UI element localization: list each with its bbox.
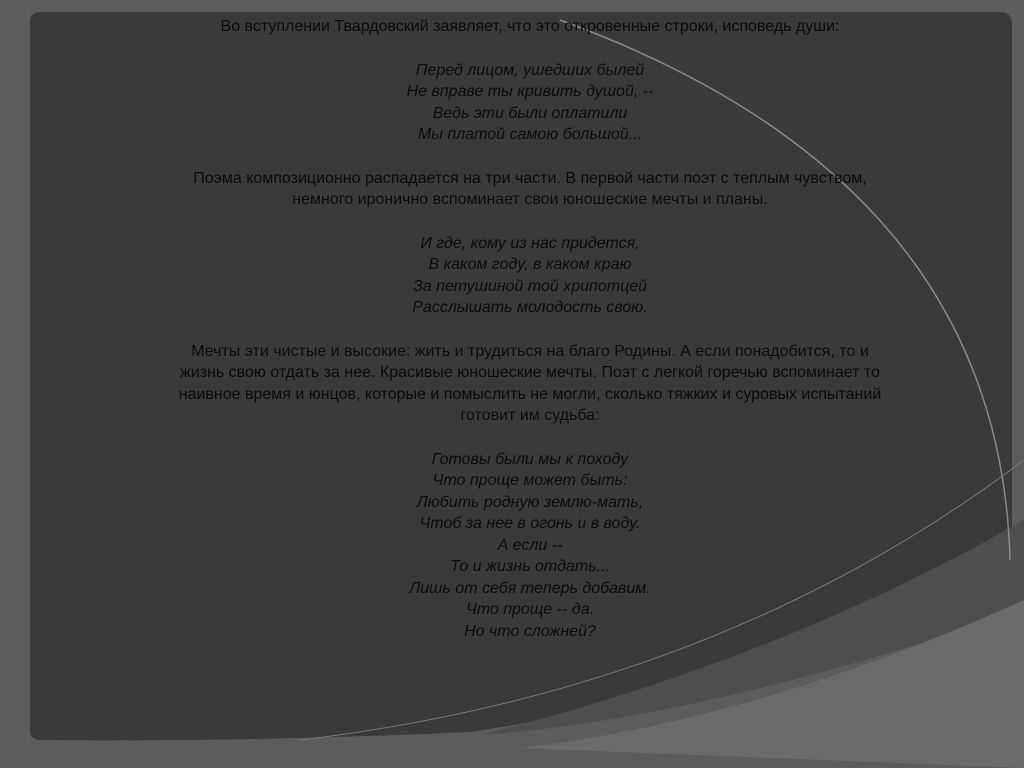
verse-line: В каком году, в каком краю	[428, 256, 632, 273]
paragraph-1	[100, 168, 960, 211]
paragraph-2	[100, 341, 960, 427]
verse-block-1	[100, 60, 960, 146]
verse-line: Не вправе ты кривить душой, --	[406, 83, 654, 100]
slide-content	[100, 16, 960, 642]
verse-block-3	[100, 449, 960, 643]
verse-line: Чтоб за нее в огонь и в воду.	[419, 515, 641, 532]
paragraph-line: Мечты эти чистые и высокие: жить и трудиться на благо Родины. А если понадобится, то и	[191, 342, 869, 360]
spacer	[100, 146, 960, 168]
verse-line: Перед лицом, ушедших былей	[415, 61, 645, 79]
verse-line: Что проще -- да.	[465, 601, 595, 618]
paragraph-line: жизнь свою отдать за нее. Красивые юношеские мечты. Поэт с легкой горечью вспоминает то	[180, 364, 880, 381]
verse-block-2	[100, 233, 960, 319]
verse-line: А если --	[497, 536, 563, 554]
paragraph-line: немного иронично вспоминает свои юношеские мечты и планы.	[292, 191, 768, 208]
verse-line: И где, кому из нас придется,	[420, 234, 640, 252]
intro-line: Во вступлении Твардовский заявляет, что это откровенные строки, исповедь души:	[220, 18, 840, 35]
paragraph-line: Поэма композиционно распадается на три части. В первой части поэт с теплым чувством,	[193, 169, 867, 187]
verse-line: Любить родную землю-мать,	[416, 493, 644, 511]
verse-line: Готовы были мы к походу	[431, 450, 629, 468]
spacer	[100, 319, 960, 341]
spacer	[100, 211, 960, 233]
verse-line: Но что сложней?	[464, 622, 596, 640]
verse-line: Расслышать молодость свою.	[412, 299, 648, 316]
spacer	[100, 38, 960, 60]
verse-line: Ведь эти были оплатили	[432, 104, 628, 122]
verse-line: То и жизнь отдать...	[450, 558, 610, 575]
verse-line: Что проще может быть:	[432, 472, 628, 489]
verse-line: Мы платой самою большой...	[417, 126, 643, 143]
verse-line: Лишь от себя теперь добавим.	[409, 579, 651, 597]
spacer	[100, 427, 960, 449]
paragraph-line: готовит им судьба:	[460, 407, 600, 424]
verse-line: За петушиной той хрипотцей	[412, 277, 648, 295]
paragraph-line: наивное время и юнцов, которые и помыслить не могли, сколько тяжких и суровых испытаний	[178, 385, 882, 403]
